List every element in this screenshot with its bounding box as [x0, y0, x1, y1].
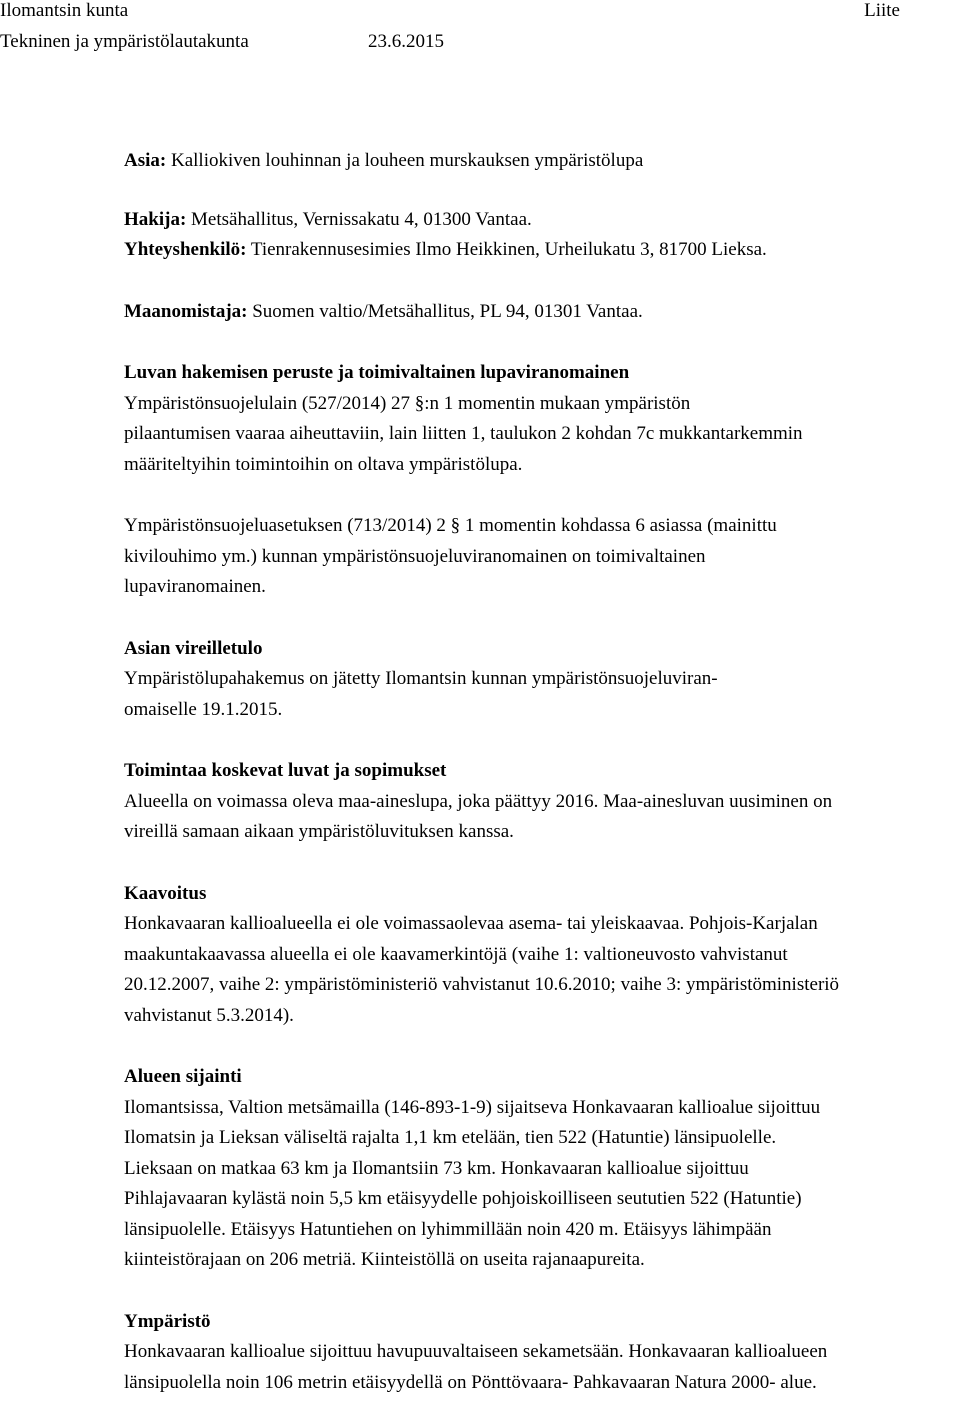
contact-text: Tienrakennusesimies Ilmo Heikkinen, Urheilukatu 3, 81700 Lieksa. [246, 239, 767, 260]
permits-line: vireillä samaan aikaan ympäristöluvituksen kanssa. [124, 821, 514, 842]
basis-line: määriteltyihin toimintoihin on oltava ympäristölupa. [124, 453, 523, 475]
location-line: Pihlajavaaran kylästä noin 5,5 km etäisyydelle pohjoiskoilliseen seututien 522 (Hatuntie) [124, 1188, 802, 1209]
meeting-date: 23.6.2015 [368, 31, 444, 52]
landowner-line [124, 297, 960, 328]
location-heading: Alueen sijainti [124, 1066, 242, 1087]
municipality-name: Ilomantsin kunta [0, 0, 129, 21]
landowner-label: Maanomistaja: [124, 300, 248, 322]
applicant-label: Hakija: [124, 208, 187, 230]
initiation-heading: Asian vireilletulo [124, 637, 263, 659]
attachment-label: Liite [864, 0, 900, 21]
environment-line: Honkavaaran kallioalue sijoittuu havupuuvaltaiseen sekametsään. Honkavaaran kallioalueen [124, 1341, 828, 1362]
basis-heading: Luvan hakemisen peruste ja toimivaltainen lupaviranomainen [124, 362, 630, 383]
zoning-line: Honkavaaran kallioalueella ei ole voimassaolevaa asema- tai yleiskaavaa. Pohjois-Karjalan [124, 913, 818, 934]
basis-line: Ympäristönsuojelulain (527/2014) 27 §:n 1 momentin mukaan ympäristön [124, 392, 691, 414]
location-line: länsipuolelle. Etäisyys Hatuntiehen on lyhimmillään noin 420 m. Etäisyys lähimpään [124, 1218, 772, 1240]
zoning-line: maakuntakaavassa alueella ei ole kaavamerkintöjä (vaihe 1: valtioneuvosto vahvistanut [124, 943, 788, 965]
subject-label: Asia: [124, 150, 167, 171]
location-line: Lieksaan on matkaa 63 km ja Ilomantsiin 73 km. Honkavaaran kallioalue sijoittuu [124, 1157, 749, 1179]
location-line: Ilomatsin ja Lieksan väliseltä rajalta 1,1 km etelään, tien 522 (Hatuntie) länsipuolelle. [124, 1127, 777, 1148]
initiation-line: omaiselle 19.1.2015. [124, 698, 283, 720]
landowner-text: Suomen valtio/Metsähallitus, PL 94, 01301 Vantaa. [247, 300, 643, 322]
permits-heading: Toimintaa koskevat luvat ja sopimukset [124, 760, 447, 781]
basis-line: lupaviranomainen. [124, 576, 266, 597]
basis-line: pilaantumisen vaaraa aiheuttaviin, lain liitten 1, taulukon 2 kohdan 7c mukkantarkemmin [124, 423, 803, 444]
subject-line [124, 146, 960, 177]
committee-name: Tekninen ja ympäristölautakunta [0, 31, 249, 52]
contact-line [124, 235, 960, 266]
applicant-text: Metsähallitus, Vernissakatu 4, 01300 Vantaa. [186, 208, 532, 230]
zoning-line: 20.12.2007, vaihe 2: ympäristöministeriö vahvistanut 10.6.2010; vaihe 3: ympäristöministeriö [124, 974, 840, 995]
environment-heading: Ympäristö [124, 1310, 211, 1332]
document-body [124, 146, 960, 1398]
environment-line: länsipuolella noin 106 metrin etäisyydellä on Pönttövaara- Pahkavaaran Natura 2000- alue. [124, 1371, 817, 1393]
permits-line: Alueella on voimassa oleva maa-aineslupa, joka päättyy 2016. Maa-ainesluvan uusiminen on [124, 790, 833, 812]
location-line: Ilomantsissa, Valtion metsämailla (146-893-1-9) sijaitseva Honkavaaran kallioalue sijoittuu [124, 1096, 821, 1118]
initiation-line: Ympäristölupahakemus on jätetty Ilomantsin kunnan ympäristönsuojeluviran- [124, 668, 718, 689]
contact-label: Yhteyshenkilö: [124, 239, 247, 260]
location-line: kiinteistörajaan on 206 metriä. Kiinteistöllä on useita rajanaapureita. [124, 1249, 645, 1270]
basis-line: Ympäristönsuojeluasetuksen (713/2014) 2 § 1 momentin kohdassa 6 asiassa (mainittu [124, 515, 777, 536]
zoning-heading: Kaavoitus [124, 882, 207, 904]
subject-text: Kalliokiven louhinnan ja louheen murskauksen ympäristölupa [166, 150, 644, 171]
applicant-line [124, 205, 960, 236]
basis-line: kivilouhimo ym.) kunnan ympäristönsuojeluviranomainen on toimivaltainen [124, 545, 706, 567]
zoning-line: vahvistanut 5.3.2014). [124, 1004, 294, 1026]
